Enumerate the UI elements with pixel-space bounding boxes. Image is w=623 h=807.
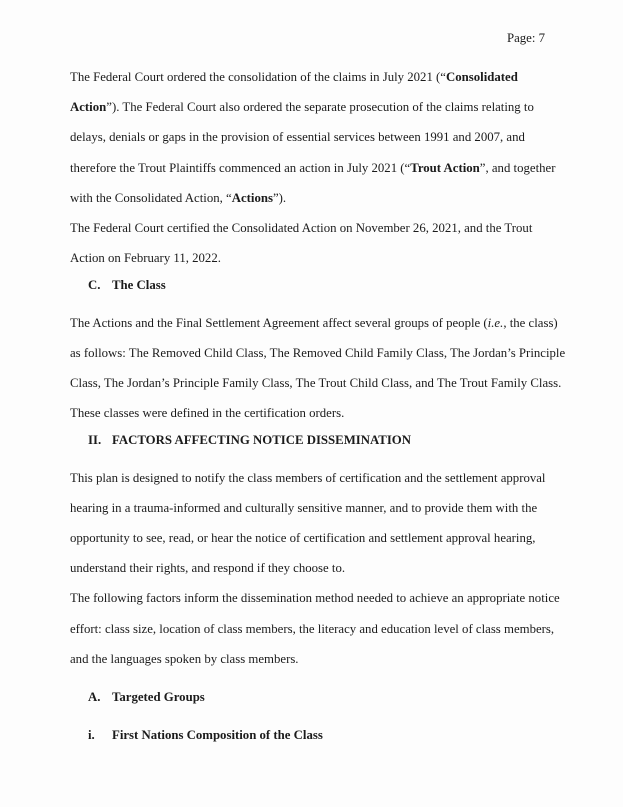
section-heading	[88, 425, 563, 455]
text-run: ”, and together	[479, 160, 556, 175]
text-line	[70, 493, 563, 523]
text-run: and the languages spoken by class members.	[70, 651, 299, 666]
text-line	[70, 463, 563, 493]
text-run: with the Consolidated Action, “	[70, 190, 232, 205]
text-run: , the class)	[503, 315, 558, 330]
text-run: Class, The Jordan’s Principle Family Class, The Trout Child Class, and The Trout Family Class.	[70, 376, 562, 391]
heading-label: C.	[88, 278, 101, 293]
section-heading	[88, 682, 563, 712]
heading-title: FACTORS AFFECTING NOTICE DISSEMINATION	[112, 433, 412, 448]
text-run: opportunity to see, read, or hear the notice of certification and settlement approval hearing,	[70, 531, 536, 546]
text-line	[70, 553, 563, 583]
text-line	[70, 153, 563, 183]
text-run: ”).	[272, 190, 287, 205]
section-heading	[88, 270, 563, 300]
text-line	[70, 368, 563, 398]
heading-title: First Nations Composition of the Class	[112, 728, 323, 743]
bold-run: Consolidated	[446, 70, 518, 84]
text-line	[70, 122, 563, 152]
text-run: as follows: The Removed Child Class, The Removed Child Family Class, The Jordan’s Principle	[70, 345, 566, 360]
paragraph	[70, 213, 563, 273]
text-run: These classes were defined in the certification orders.	[70, 406, 345, 421]
italic-run: i.e.	[487, 315, 504, 330]
heading-title: Targeted Groups	[112, 690, 205, 705]
heading-label: i.	[88, 728, 95, 743]
paragraph	[70, 308, 566, 429]
paragraph	[70, 62, 563, 213]
text-line	[70, 183, 563, 213]
bold-run: Trout Action	[410, 160, 480, 175]
bold-run: Actions	[231, 190, 273, 205]
text-run: ”). The Federal Court also ordered the separate prosecution of the claims relating to	[106, 100, 534, 115]
section-heading	[88, 720, 563, 750]
text-line	[70, 92, 563, 122]
paragraph	[70, 463, 563, 584]
text-run: The Actions and the Final Settlement Agreement affect several groups of people (	[70, 315, 488, 330]
text-run: hearing in a trauma-informed and culturally sensitive manner, and to provide them with the	[70, 500, 538, 515]
text-line	[70, 308, 563, 338]
text-run: The Federal Court ordered the consolidation of the claims in July 2021 (“	[70, 70, 446, 84]
text-line	[70, 614, 563, 644]
text-run: Action on February 11, 2022.	[70, 251, 221, 266]
text-line	[70, 583, 563, 613]
heading-title: The Class	[112, 278, 166, 293]
text-run: effort: class size, location of class members, the literacy and education level of class members,	[70, 621, 555, 636]
text-run: understand their rights, and respond if they choose to.	[70, 561, 346, 576]
text-line	[70, 62, 563, 92]
paragraph	[70, 583, 563, 674]
text-run: therefore the Trout Plaintiffs commenced an action in July 2021 (“	[70, 160, 411, 175]
bold-run: Action	[70, 100, 107, 115]
heading-label: A.	[88, 690, 101, 705]
text-run: delays, denials or gaps in the provision of essential services between 1991 and 2007, and	[70, 130, 525, 145]
text-line	[70, 644, 563, 674]
text-line	[70, 398, 563, 428]
text-run: The Federal Court certified the Consolidated Action on November 26, 2021, and the Trout	[70, 221, 533, 236]
text-line	[70, 243, 563, 273]
page-number-label: Page: 7	[506, 31, 545, 45]
text-line	[70, 338, 566, 368]
text-run: The following factors inform the dissemination method needed to achieve an appropriate notice	[70, 591, 560, 606]
text-line	[70, 213, 563, 243]
heading-label: II.	[88, 433, 102, 448]
text-line	[70, 523, 563, 553]
text-run: This plan is designed to notify the class members of certification and the settlement approval	[70, 470, 546, 485]
